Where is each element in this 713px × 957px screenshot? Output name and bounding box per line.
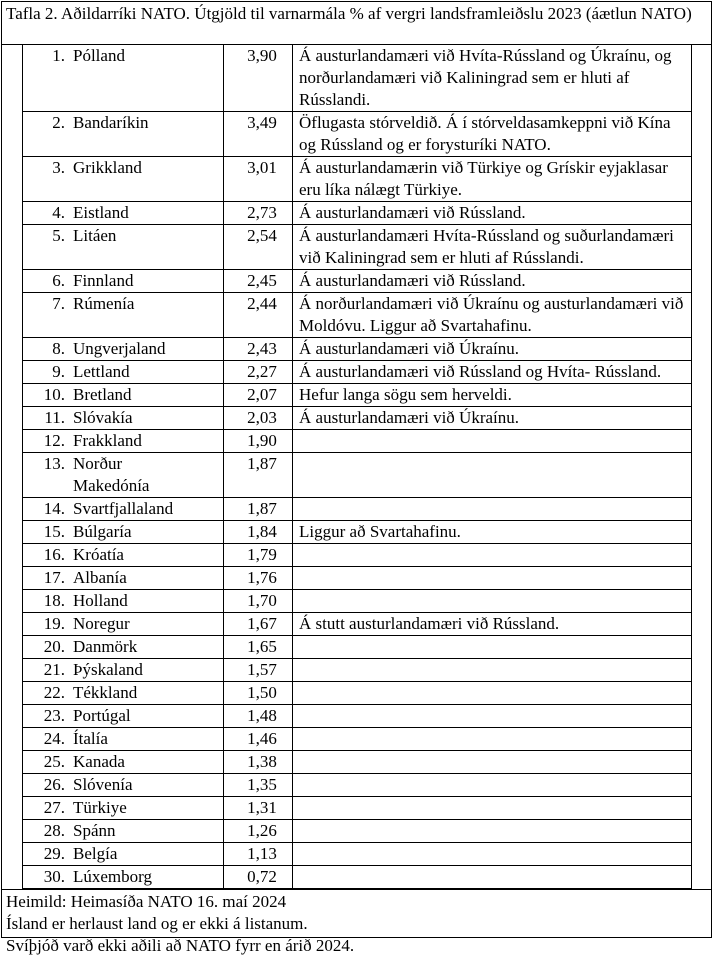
table-row xyxy=(23,407,692,430)
country-name: Rúmenía xyxy=(73,294,135,313)
rank-number: 22. xyxy=(43,683,65,702)
spending-value: 2,54 xyxy=(224,225,293,270)
country-cell xyxy=(23,45,224,112)
note-cell xyxy=(293,728,692,751)
note-cell xyxy=(293,567,692,590)
table-footer xyxy=(2,889,711,957)
country-cell xyxy=(23,453,224,498)
footer-note-iceland: Ísland er herlaust land og er ekki á listanum. xyxy=(6,914,308,933)
country-cell xyxy=(23,225,224,270)
rank-number: 3. xyxy=(52,158,65,177)
table-row xyxy=(23,705,692,728)
country-name: Tékkland xyxy=(73,683,138,702)
country-cell xyxy=(23,498,224,521)
table-row xyxy=(23,682,692,705)
country-cell xyxy=(23,728,224,751)
rank-number: 16. xyxy=(43,545,65,564)
table-row xyxy=(23,866,692,889)
table-row xyxy=(23,843,692,866)
rank-number: 21. xyxy=(43,660,65,679)
country-cell xyxy=(23,613,224,636)
note-cell: Á austurlandamæri við Rússland. xyxy=(293,202,692,225)
table-row xyxy=(23,751,692,774)
note-cell xyxy=(293,453,692,498)
country-cell xyxy=(23,866,224,889)
note-cell xyxy=(293,682,692,705)
country-name: Eistland xyxy=(73,203,129,222)
footer-note-sweden: Svíþjóð varð ekki aðili að NATO fyrr en árið 2024. xyxy=(6,936,355,955)
note-cell xyxy=(293,820,692,843)
country-name: Svartfjallaland xyxy=(73,499,174,518)
spending-value: 2,27 xyxy=(224,361,293,384)
note-cell xyxy=(293,843,692,866)
country-name: Slóvakía xyxy=(73,408,133,427)
note-cell: Á norðurlandamæri við Úkraínu og austurlandamæri við Moldóvu. Liggur að Svartahafinu. xyxy=(293,293,692,338)
spending-value: 1,46 xyxy=(224,728,293,751)
country-name: Ungverjaland xyxy=(73,339,166,358)
spending-value: 1,87 xyxy=(224,453,293,498)
note-cell: Á stutt austurlandamæri við Rússland. xyxy=(293,613,692,636)
table-row xyxy=(23,453,692,498)
table-row xyxy=(23,293,692,338)
spending-value: 1,76 xyxy=(224,567,293,590)
note-cell xyxy=(293,866,692,889)
country-cell xyxy=(23,659,224,682)
spending-value: 1,90 xyxy=(224,430,293,453)
country-cell xyxy=(23,682,224,705)
table-row xyxy=(23,613,692,636)
rank-number: 17. xyxy=(43,568,65,587)
note-cell: Á austurlandamæri við Úkraínu. xyxy=(293,407,692,430)
table-row xyxy=(23,225,692,270)
spending-value: 2,03 xyxy=(224,407,293,430)
rank-number: 23. xyxy=(43,706,65,725)
spending-value: 3,01 xyxy=(224,157,293,202)
country-name: Türkiye xyxy=(73,798,127,817)
table-row xyxy=(23,521,692,544)
spending-value: 2,07 xyxy=(224,384,293,407)
note-cell xyxy=(293,659,692,682)
country-cell xyxy=(23,590,224,613)
note-cell: Á austurlandamærin við Türkiye og Grískir eyjaklasar eru líka nálægt Türkiye. xyxy=(293,157,692,202)
country-name: Lúxemborg xyxy=(73,867,153,886)
note-cell xyxy=(293,590,692,613)
note-cell xyxy=(293,774,692,797)
note-cell: Á austurlandamæri við Hvíta-Rússland og Úkraínu, og norðurlandamæri við Kaliningrad sem er hluti af Rússlandi. xyxy=(293,45,692,112)
table-row xyxy=(23,112,692,157)
spending-value: 0,72 xyxy=(224,866,293,889)
spending-value: 1,79 xyxy=(224,544,293,567)
rank-number: 26. xyxy=(43,775,65,794)
spending-value: 2,45 xyxy=(224,270,293,293)
note-cell xyxy=(293,498,692,521)
country-name: Frakkland xyxy=(73,431,142,450)
table-row xyxy=(23,157,692,202)
table-row xyxy=(23,430,692,453)
table-row xyxy=(23,728,692,751)
country-name: Lettland xyxy=(73,362,130,381)
table-row xyxy=(23,498,692,521)
spending-value: 1,35 xyxy=(224,774,293,797)
rank-number: 11. xyxy=(44,408,65,427)
table-row xyxy=(23,384,692,407)
note-cell: Liggur að Svartahafinu. xyxy=(293,521,692,544)
country-name: Finnland xyxy=(73,271,134,290)
spending-value: 1,31 xyxy=(224,797,293,820)
country-name: Holland xyxy=(73,591,128,610)
country-name: Albanía xyxy=(73,568,127,587)
country-name: Kanada xyxy=(73,752,125,771)
spending-value: 1,70 xyxy=(224,590,293,613)
country-cell xyxy=(23,338,224,361)
country-name: Danmörk xyxy=(73,637,138,656)
country-cell xyxy=(23,705,224,728)
table-row xyxy=(23,590,692,613)
rank-number: 10. xyxy=(43,385,65,404)
spending-value: 3,90 xyxy=(224,45,293,112)
note-cell xyxy=(293,797,692,820)
spending-value: 1,50 xyxy=(224,682,293,705)
note-cell xyxy=(293,544,692,567)
country-cell xyxy=(23,843,224,866)
table-row xyxy=(23,544,692,567)
rank-number: 29. xyxy=(43,844,65,863)
country-name: Litáen xyxy=(73,226,117,245)
note-cell xyxy=(293,636,692,659)
country-name: Belgía xyxy=(73,844,118,863)
country-name: Noregur xyxy=(73,614,130,633)
country-cell xyxy=(23,384,224,407)
table-row xyxy=(23,659,692,682)
country-name: Króatía xyxy=(73,545,124,564)
country-cell xyxy=(23,567,224,590)
country-cell xyxy=(23,521,224,544)
rank-number: 12. xyxy=(43,431,65,450)
rank-number: 9. xyxy=(52,362,65,381)
rank-number: 5. xyxy=(52,226,65,245)
rank-number: 30. xyxy=(43,867,65,886)
spending-value: 1,87 xyxy=(224,498,293,521)
table-row xyxy=(23,270,692,293)
table-row xyxy=(23,338,692,361)
country-cell xyxy=(23,797,224,820)
country-name: Búlgaría xyxy=(73,522,132,541)
country-cell xyxy=(23,157,224,202)
table-title: Tafla 2. Aðildarríki NATO. Útgjöld til varnarmála % af vergri landsframleiðslu 2023 (áætlun NATO) xyxy=(2,2,711,45)
footer-source: Heimild: Heimasíða NATO 16. maí 2024 xyxy=(6,892,287,911)
country-name: Þýskaland xyxy=(73,660,143,679)
country-name: Slóvenía xyxy=(73,775,133,794)
spending-value: 1,38 xyxy=(224,751,293,774)
rank-number: 19. xyxy=(43,614,65,633)
country-name: Bretland xyxy=(73,385,132,404)
country-cell xyxy=(23,112,224,157)
country-cell xyxy=(23,202,224,225)
rank-number: 14. xyxy=(43,499,65,518)
spending-value: 1,57 xyxy=(224,659,293,682)
country-cell xyxy=(23,544,224,567)
note-cell: Hefur langa sögu sem herveldi. xyxy=(293,384,692,407)
spending-value: 1,65 xyxy=(224,636,293,659)
spending-value: 1,26 xyxy=(224,820,293,843)
country-cell xyxy=(23,636,224,659)
rank-number: 8. xyxy=(52,339,65,358)
rank-number: 27. xyxy=(43,798,65,817)
country-cell xyxy=(23,774,224,797)
rank-number: 20. xyxy=(43,637,65,656)
country-cell xyxy=(23,820,224,843)
table-row xyxy=(23,567,692,590)
country-name: Portúgal xyxy=(73,706,131,725)
country-cell xyxy=(23,293,224,338)
note-cell: Á austurlandamæri Hvíta-Rússland og suðurlandamæri við Kaliningrad sem er hluti af Rússlandi. xyxy=(293,225,692,270)
rank-number: 24. xyxy=(43,729,65,748)
document-page xyxy=(1,1,712,955)
country-name: Grikkland xyxy=(73,158,142,177)
rank-number: 4. xyxy=(52,203,65,222)
rank-number: 13. xyxy=(43,454,65,473)
spending-value: 2,43 xyxy=(224,338,293,361)
country-name: Pólland xyxy=(73,46,125,65)
country-cell xyxy=(23,430,224,453)
spending-value: 3,49 xyxy=(224,112,293,157)
spending-value: 2,44 xyxy=(224,293,293,338)
table-row xyxy=(23,636,692,659)
rank-number: 15. xyxy=(43,522,65,541)
note-cell: Á austurlandamæri við Úkraínu. xyxy=(293,338,692,361)
rank-number: 28. xyxy=(43,821,65,840)
table-row xyxy=(23,797,692,820)
table-row xyxy=(23,202,692,225)
note-cell: Á austurlandamæri við Rússland og Hvíta- Rússland. xyxy=(293,361,692,384)
spending-value: 2,73 xyxy=(224,202,293,225)
spending-value: 1,13 xyxy=(224,843,293,866)
table-row xyxy=(23,45,692,112)
table-row xyxy=(23,774,692,797)
country-cell xyxy=(23,361,224,384)
spending-value: 1,84 xyxy=(224,521,293,544)
table-row xyxy=(23,361,692,384)
nato-spending-table xyxy=(22,45,692,889)
spending-value: 1,67 xyxy=(224,613,293,636)
country-name: Spánn xyxy=(73,821,116,840)
rank-number: 6. xyxy=(52,271,65,290)
rank-number: 1. xyxy=(52,46,65,65)
note-cell xyxy=(293,751,692,774)
note-cell: Á austurlandamæri við Rússland. xyxy=(293,270,692,293)
country-cell xyxy=(23,407,224,430)
table-row xyxy=(23,820,692,843)
note-cell: Öflugasta stórveldið. Á í stórveldasamkeppni við Kína og Rússland og er forysturíki NATO. xyxy=(293,112,692,157)
country-name: Ítalía xyxy=(73,729,108,748)
country-name: Norður Makedónía xyxy=(73,454,150,495)
country-cell xyxy=(23,751,224,774)
note-cell xyxy=(293,705,692,728)
rank-number: 2. xyxy=(52,113,65,132)
rank-number: 18. xyxy=(43,591,65,610)
country-cell xyxy=(23,270,224,293)
note-cell xyxy=(293,430,692,453)
rank-number: 25. xyxy=(43,752,65,771)
rank-number: 7. xyxy=(52,294,65,313)
country-name: Bandaríkin xyxy=(73,113,149,132)
spending-value: 1,48 xyxy=(224,705,293,728)
